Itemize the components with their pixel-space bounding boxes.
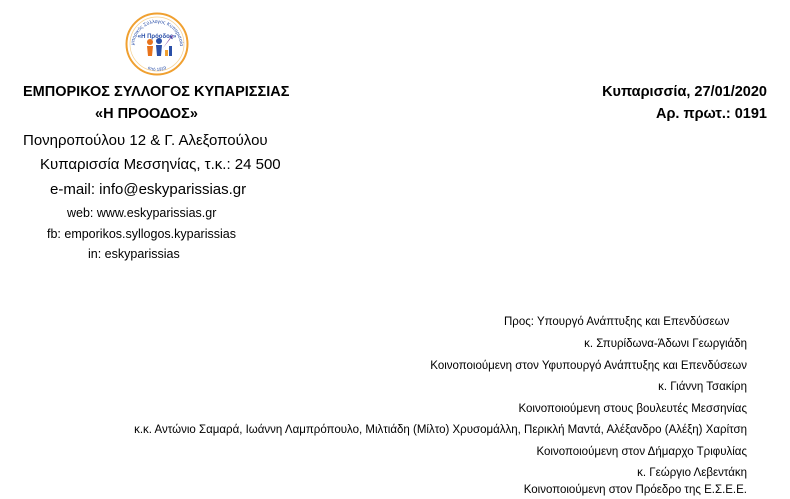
recipient-line: Προς: Υπουργό Ανάπτυξης και Επενδύσεων <box>504 316 730 328</box>
recipient-line: Κοινοποιούμενη στον Πρόεδρο της Ε.Σ.Ε.Ε. <box>523 484 747 496</box>
association-logo <box>125 12 189 76</box>
recipient-line: κ. Σπυρίδωνα-Άδωνι Γεωργιάδη <box>584 338 747 350</box>
sender-subname: «Η ΠΡΟΟΔΟΣ» <box>95 106 198 122</box>
recipient-line: Κοινοποιούμενη στον Δήμαρχο Τριφυλίας <box>536 446 747 458</box>
place-date: Κυπαρισσία, 27/01/2020 <box>602 84 767 100</box>
logo-arc-text: μπορικός Σύλλογος Κυπαρισσία <box>129 18 185 47</box>
recipient-line: κ.κ. Αντώνιο Σαμαρά, Ιωάννη Λαμπρόπουλο, Μιλτιάδη (Μίλτο) Χρυσομάλλη, Περικλή Μαντά, Αλέξανδρο (Αλέξη) Χαρίτση <box>134 424 747 436</box>
sender-name: ΕΜΠΟΡΙΚΟΣ ΣΥΛΛΟΓΟΣ ΚΥΠΑΡΙΣΣΙΑΣ <box>23 84 290 100</box>
recipient-line: κ. Γεώργιο Λεβεντάκη <box>637 467 747 479</box>
recipient-line: Κοινοποιούμενη στον Υφυπουργό Ανάπτυξης και Επενδύσεων <box>430 360 747 372</box>
sender-address-line1: Πονηροπούλου 12 & Γ. Αλεξοπούλου <box>23 132 268 149</box>
recipient-line: κ. Γιάννη Τσακίρη <box>658 381 747 393</box>
sender-email: e-mail: info@eskyparissias.gr <box>50 181 247 198</box>
sender-fb: fb: emporikos.syllogos.kyparissias <box>47 227 236 241</box>
sender-address-line2: Κυπαρισσία Μεσσηνίας, τ.κ.: 24 500 <box>40 156 281 173</box>
logo-bottom-text: από 1919 <box>147 65 167 73</box>
recipient-line: Κοινοποιούμενη στους βουλευτές Μεσσηνίας <box>518 403 747 415</box>
logo-center-text: «Η Πρόοδος» <box>137 34 177 40</box>
protocol-number: Αρ. πρωτ.: 0191 <box>655 106 767 122</box>
sender-web: web: www.eskyparissias.gr <box>67 206 217 220</box>
sender-in: in: eskyparissias <box>88 247 180 261</box>
